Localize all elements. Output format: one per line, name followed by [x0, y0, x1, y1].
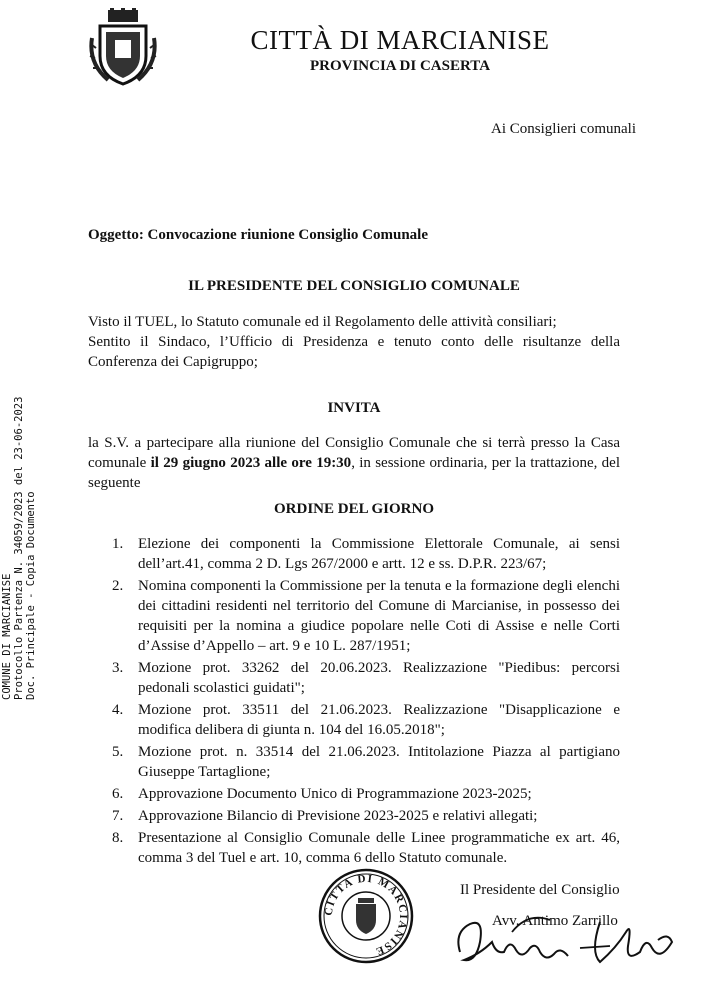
- agenda-item-text: Nomina componenti la Commissione per la tenuta e la formazione degli elenchi dei cittadini residenti nel territorio del Comune di Marcianise, in possesso dei requisiti per la nomina a giudice popolare nelle Coti di Assise e nelle Corti d’Assise d’Appello – art. 9 e 10 L. 287/1951;: [138, 578, 620, 654]
- agenda-item-text: Mozione prot. 33262 del 20.06.2023. Realizzazione "Piedibus: percorsi pedonali scolastici guidati";: [138, 660, 620, 696]
- agenda-item-number: 8.: [112, 830, 124, 846]
- agenda-item: [112, 806, 620, 826]
- president-heading: IL PRESIDENTE DEL CONSIGLIO COMUNALE: [188, 278, 520, 294]
- subject-line: Oggetto: Convocazione riunione Consiglio Comunale: [88, 227, 428, 243]
- agenda-item-number: 5.: [112, 744, 124, 760]
- agenda-item-text: Presentazione al Consiglio Comunale delle Linee programmatiche ex art. 46, comma 3 del Tuel e art. 10, comma 6 dello Statuto comunale.: [138, 830, 620, 866]
- meeting-date-time: il 29 giugno 2023 alle ore 19:30: [150, 455, 352, 471]
- agenda-heading: ORDINE DEL GIORNO: [273, 501, 435, 517]
- agenda-list: [112, 534, 620, 870]
- protocol-stamp-line: COMUNE DI MARCIANISE: [1, 573, 13, 700]
- agenda-item-text: Mozione prot. 33511 del 21.06.2023. Realizzazione "Disapplicazione e modifica delibera di giunta n. 104 del 16.05.2018";: [138, 702, 620, 738]
- agenda-item-text: Approvazione Bilancio di Previsione 2023-2025 e relativi allegati;: [138, 808, 538, 824]
- city-crest-logo: [88, 8, 158, 88]
- agenda-item: [112, 658, 620, 698]
- agenda-item-number: 6.: [112, 786, 124, 802]
- agenda-item-number: 7.: [112, 808, 124, 824]
- agenda-item: [112, 534, 620, 574]
- handwritten-signature: [450, 902, 678, 982]
- agenda-item: [112, 576, 620, 656]
- agenda-item-number: 4.: [112, 702, 124, 718]
- recipient-line: Ai Consiglieri comunali: [491, 121, 636, 137]
- agenda-item-text: Approvazione Documento Unico di Programmazione 2023-2025;: [138, 786, 532, 802]
- province-title: PROVINCIA DI CASERTA: [309, 58, 491, 74]
- protocol-stamp-line: Protocollo Partenza N. 34059/2023 del 23-06-2023: [13, 396, 25, 700]
- agenda-item: [112, 742, 620, 782]
- visto-paragraph: Visto il TUEL, lo Statuto comunale ed il Regolamento delle attività consiliari;: [88, 314, 557, 330]
- agenda-item-text: Mozione prot. n. 33514 del 21.06.2023. Intitolazione Piazza al partigiano Giuseppe Tartaglione;: [138, 744, 620, 780]
- agenda-item-number: 2.: [112, 578, 124, 594]
- protocol-stamp-line: Doc. Principale - Copia Documento: [25, 491, 37, 700]
- agenda-item: [112, 700, 620, 740]
- signatory-name: Avv. Antimo Zarrillo: [492, 913, 618, 929]
- protocol-stamp: [1, 280, 37, 700]
- sentito-paragraph: Sentito il Sindaco, l’Ufficio di Presidenza e tenuto conto delle risultanze della Conferenza dei Capigruppo;: [88, 334, 620, 370]
- invita-text-end: , in sessione ordinaria, per la trattazione, del seguente: [88, 455, 620, 491]
- agenda-item-text: Elezione dei componenti la Commissione Elettorale Comunale, ai sensi dell’art.41, comma 2 D. Lgs 267/2000 e artt. 12 e ss. D.P.R. 223/67;: [138, 536, 620, 572]
- seal-text: CITTA DI MARCIANISE: [322, 872, 410, 958]
- agenda-item: [112, 784, 620, 804]
- city-title: CITTÀ DI MARCIANISE: [250, 25, 550, 55]
- signature-title: Il Presidente del Consiglio: [460, 882, 620, 898]
- invita-text-start: la S.V. a partecipare alla riunione del Consiglio Comunale che si terrà presso la Casa comunale: [88, 435, 620, 471]
- invita-paragraph: [88, 433, 620, 493]
- agenda-item-number: 3.: [112, 660, 124, 676]
- agenda-item-number: 1.: [112, 536, 124, 552]
- agenda-item: [112, 828, 620, 868]
- invita-heading: INVITA: [327, 400, 381, 416]
- city-seal-stamp: [318, 868, 414, 964]
